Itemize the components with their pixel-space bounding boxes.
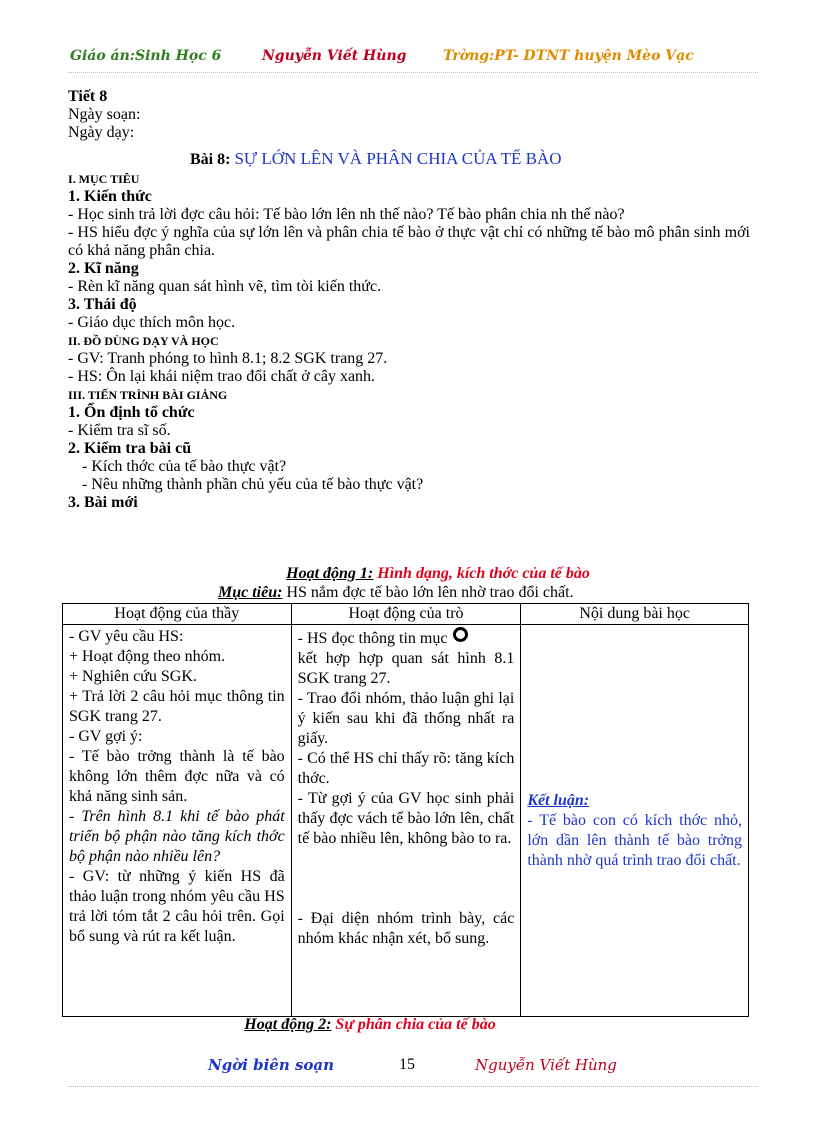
review-q2: - Nêu những thành phần chủ yếu của tế bào thực vật? <box>82 476 424 493</box>
goal-label: Mục tiêu: <box>218 584 283 601</box>
activity1-title: Hình dạng, kích thớc của tế bào <box>377 565 590 582</box>
section-objectives: I. MỤC TIÊU <box>68 172 140 186</box>
student-line: - Có thể HS chỉ thấy rõ: tăng kích thớc. <box>297 750 515 787</box>
attitude-p1: - Giáo dục thích môn học. <box>68 314 236 331</box>
footer-compiler: Ngời biên soạn <box>208 1056 335 1074</box>
page-number: 15 <box>399 1056 415 1073</box>
header-school: Trờng:PT- DTNT huyện Mèo Vạc <box>443 48 694 64</box>
activity2-title: Sự phân chia của tế bào <box>335 1016 496 1033</box>
activity2-heading <box>0 1016 816 1034</box>
goal-text: HS nắm đợc tế bào lớn lên nhờ trao đổi chất. <box>286 584 574 601</box>
review-q1: - Kích thớc của tế bào thực vật? <box>82 458 287 475</box>
skills-p1: - Rèn kĩ năng quan sát hình vẽ, tìm tòi kiến thức. <box>68 278 382 295</box>
prep-date: Ngày soạn: <box>68 106 141 123</box>
teacher-line: - GV yêu cầu HS: <box>69 628 184 645</box>
lesson-label: Bài 8: <box>190 151 231 168</box>
lesson-heading <box>190 150 750 169</box>
lesson-title: SỰ LỚN LÊN VÀ PHÂN CHIA CỦA TẾ BÀO <box>234 149 562 168</box>
content-cell <box>521 625 749 1017</box>
student-line: - Từ gợi ý của GV học sinh phải thấy đợc vách tế bào lớn lên, chất tế bào nhiều lên, không bào to ra. <box>297 790 515 847</box>
subsection-knowledge: 1. Kiến thức <box>68 188 152 205</box>
circle-icon <box>453 627 468 642</box>
activity1-goal <box>218 584 574 602</box>
col-student: Hoạt động của trò <box>291 604 521 625</box>
teach-date: Ngày dạy: <box>68 124 135 141</box>
subsection-organize: 1. Ổn định tổ chức <box>68 404 195 421</box>
student-line-text: - HS đọc thông tin mục <box>297 630 448 647</box>
student-line: - Đại diện nhóm trình bày, các nhóm khác nhận xét, bổ sung. <box>297 910 515 947</box>
header-divider <box>68 72 758 73</box>
knowledge-p2: - HS hiểu đợc ý nghĩa của sự lớn lên và phân chia tế bào ở thực vật chỉ có những tế bào mô phân sinh mới có khả năng phân chia. <box>68 224 750 259</box>
student-line <box>298 627 515 649</box>
header-subject: Giáo án:Sinh Học 6 <box>70 48 222 64</box>
footer-divider <box>68 1086 758 1087</box>
teacher-line: - GV: từ những ý kiến HS đã thảo luận trong nhóm yêu cầu HS trả lời tóm tắt 2 câu hỏi trên. Gọi bổ sung và rút ra kết luận. <box>69 868 285 945</box>
col-content: Nội dung bài học <box>521 604 749 625</box>
conclusion-label: Kết luận: <box>527 791 590 809</box>
organize-p1: - Kiểm tra sĩ số. <box>68 422 171 439</box>
activity1-label: Hoạt động 1: <box>286 565 374 582</box>
materials-p1: - GV: Tranh phóng to hình 8.1; 8.2 SGK trang 27. <box>68 350 388 367</box>
activity1-heading <box>60 565 816 583</box>
col-teacher: Hoạt động của thầy <box>63 604 292 625</box>
teacher-line: - Tế bào trởng thành là tế bào không lớn thêm đợc nữa và có khả năng sinh sản. <box>69 748 285 805</box>
teacher-line: - GV gợi ý: <box>69 728 143 745</box>
materials-p2: - HS: Ôn lại khái niệm trao đổi chất ở cây xanh. <box>68 368 376 385</box>
student-cell <box>291 625 521 1017</box>
teacher-cell <box>63 625 292 1017</box>
teacher-line: + Trả lời 2 câu hỏi mục thông tin SGK trang 27. <box>69 688 285 725</box>
teacher-line: + Nghiên cứu SGK. <box>69 668 197 685</box>
conclusion-text: - Tế bào con có kích thớc nhỏ, lớn dần lên thành tế bào trởng thành nhờ quá trình trao đổi chất. <box>527 811 742 869</box>
lesson-intro <box>68 88 750 142</box>
table-header-row <box>63 604 749 625</box>
lesson-period: Tiết 8 <box>68 88 108 105</box>
section-materials: II. ĐỒ DÙNG DẠY VÀ HỌC <box>68 334 219 348</box>
subsection-skills: 2. Kĩ năng <box>68 260 139 277</box>
student-line: - Trao đổi nhóm, thảo luận ghi lại ý kiến sau khi đã thống nhất ra giấy. <box>297 690 515 747</box>
section-procedure: III. TIẾN TRÌNH BÀI GIẢNG <box>68 388 228 402</box>
header-author: Nguyễn Viết Hùng <box>262 48 407 64</box>
teacher-line: - Trên hình 8.1 khi tế bào phát triển bộ phận nào tăng kích thớc bộ phận nào nhiều lên? <box>69 808 285 865</box>
subsection-attitude: 3. Thái độ <box>68 296 137 313</box>
table-row <box>63 625 749 1017</box>
activity2-label: Hoạt động 2: <box>244 1016 332 1033</box>
lesson-table <box>62 603 749 1017</box>
subsection-review: 2. Kiểm tra bài cũ <box>68 440 192 457</box>
lesson-body <box>68 170 750 512</box>
teacher-line: + Hoạt động theo nhóm. <box>69 648 226 665</box>
subsection-new-lesson: 3. Bài mới <box>68 494 138 511</box>
knowledge-p1: - Học sinh trả lời đợc câu hỏi: Tế bào lớn lên nh thế nào? Tế bào phân chia nh thế nào? <box>68 206 625 223</box>
footer-author: Nguyễn Viết Hùng <box>475 1056 617 1074</box>
student-line: kết hợp hợp quan sát hình 8.1 SGK trang 27. <box>297 650 515 687</box>
